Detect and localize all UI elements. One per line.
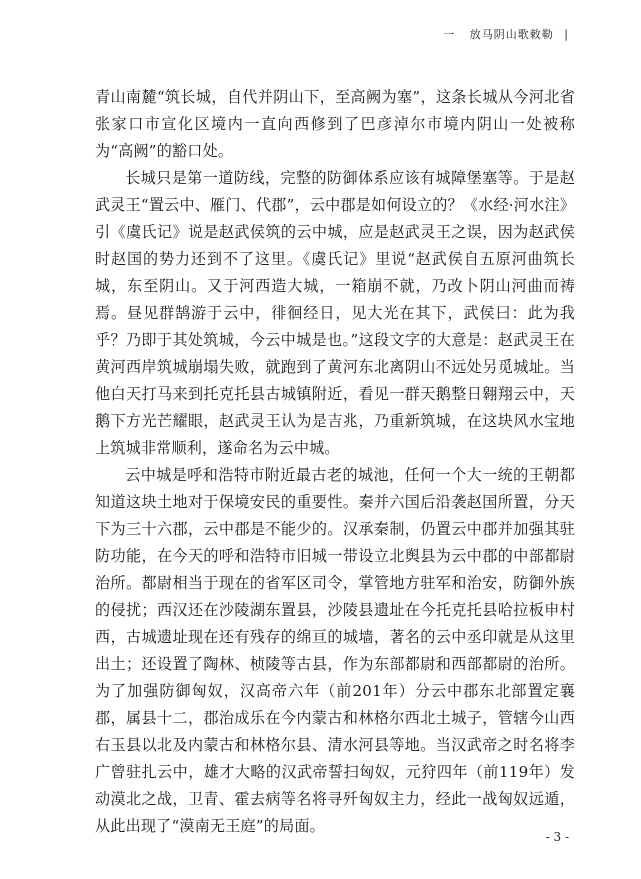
header-bar: | (564, 28, 569, 41)
page-number: - 3 - (545, 830, 569, 844)
chapter-title: 放马阴山歌敕勒 (469, 28, 554, 41)
page-body (95, 84, 575, 840)
paragraph-continued: 青山南麓“筑长城，自代并阴山下，至高阙为塞”，这条长城从今河北省张家口市宣化区境内一直向西修到了巴彦淖尔市境内阴山一处被称为“高阙”的豁口处。 (95, 88, 575, 160)
paragraph-yunzhong-history: 云中城是呼和浩特市附近最古老的城池，任何一个大一统的王朝都知道这块土地对于保境安民的重要性。秦并六国后沿袭赵国所置，分天下为三十六郡，云中郡是不能少的。汉承秦制，仍置云中郡并加强其驻防功能，在今天的呼和浩特市旧城一带设立北舆县为云中郡的中部都尉治所。都尉相当于现在的省军区司令，掌管地方驻军和治安，防御外族的侵扰；西汉还在沙陵湖东置县，沙陵县遗址在今托克托县哈拉板申村西，古城遗址现在还有残存的绵亘的城墙，著名的云中丞印就是从这里出土；还设置了陶林、桢陵等古县，作为东部都尉和西部都尉的治所。为了加强防御匈奴，汉高帝六年（前201年）分云中郡东北部置定襄郡，属县十二，郡治成乐在今内蒙古和林格尔西北土城子，管辖今山西右玉县以北及内蒙古和林格尔县、清水河县等地。当汉武帝之时名将李广曾驻扎云中，雄才大略的汉武帝誓扫匈奴，元狩四年（前119年）发动漠北之战，卫青、霍去病等名将寻歼匈奴主力，经此一战匈奴远遁，从此出现了“漠南无王庭”的局面。 (95, 466, 575, 835)
header-dash: 一 (443, 28, 456, 41)
running-header (443, 26, 569, 42)
paragraph-yunzhong-founding: 长城只是第一道防线，完整的防御体系应该有城障堡塞等。于是赵武灵王“置云中、雁门、代郡”，云中郡是如何设立的？《水经·河水注》引《虞氏记》说是赵武侯筑的云中城，应是赵武灵王之误，因为赵武侯时赵国的势力还到不了这里。《虞氏记》里说“赵武侯自五原河曲筑长城，东至阴山。又于河西造大城，一箱崩不就，乃改卜阴山河曲而祷焉。昼见群鹄游于云中，徘徊经日，见大光在其下，武侯曰：此为我乎？乃即于其处筑城，今云中城是也。”这段文字的大意是：赵武灵王在黄河西岸筑城崩塌失败，就跑到了黄河东北离阴山不远处另觅城址。当他白天打马来到托克托县古城镇附近，看见一群天鹅整日翱翔云中，天鹅下方光芒耀眼，赵武灵王认为是吉兆，乃重新筑城，在这块风水宝地上筑城非常顺利，遂命名为云中城。 (95, 169, 575, 457)
